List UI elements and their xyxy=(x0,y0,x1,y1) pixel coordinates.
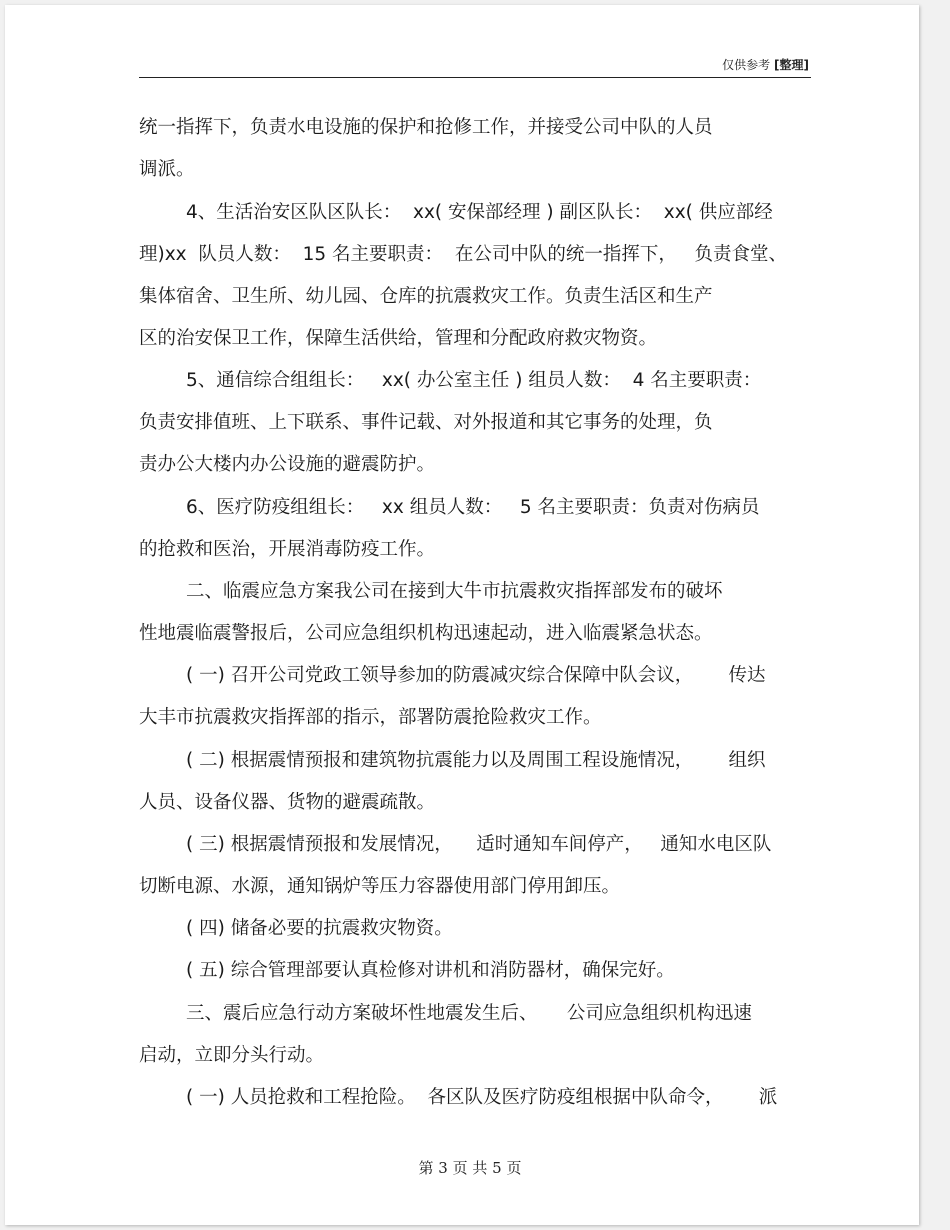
text-line: 调派。 xyxy=(139,159,195,180)
page-header xyxy=(139,56,809,73)
text-line: 的抢救和医治，开展消毒防疫工作。 xyxy=(139,539,436,560)
text-line: 5、通信综合组组长： xx( 办公室主任 ) 组员人数： 4 名主要职责： xyxy=(186,370,762,391)
page-footer: 第 3 页 共 5 页 xyxy=(418,1159,522,1177)
text-line: 统一指挥下，负责水电设施的保护和抢修工作，并接受公司中队的人员 xyxy=(139,117,713,138)
text-line: ( 三) 根据震情预报和发展情况， 适时通知车间停产， 通知水电区队 xyxy=(186,834,772,855)
header-label: 仅供参考 xyxy=(722,58,771,72)
text-line: 4、生活治安区队区队长： xx( 安保部经理 ) 副区队长： xx( 供应部经 xyxy=(186,202,773,223)
text-line: 责办公大楼内办公设施的避震防护。 xyxy=(139,454,436,475)
text-line: 启动，立即分头行动。 xyxy=(139,1045,325,1066)
text-line: ( 四) 储备必要的抗震救灾物资。 xyxy=(186,918,453,939)
text-line: ( 一) 人员抢救和工程抢险。 各区队及医疗防疫组根据中队命令， 派 xyxy=(186,1087,778,1108)
header-divider xyxy=(139,77,811,78)
text-line: 三、震后应急行动方案破坏性地震发生后、 公司应急组织机构迅速 xyxy=(186,1003,752,1024)
text-line: 大丰市抗震救灾指挥部的指示，部署防震抢险救灾工作。 xyxy=(139,707,602,728)
text-line: 负责安排值班、上下联系、事件记载、对外报道和其它事务的处理，负 xyxy=(139,412,713,433)
text-line: 集体宿舍、卫生所、幼儿园、仓库的抗震救灾工作。负责生活区和生产 xyxy=(139,286,713,307)
text-line: 切断电源、水源，通知锅炉等压力容器使用部门停用卸压。 xyxy=(139,876,621,897)
text-line: ( 二) 根据震情预报和建筑物抗震能力以及周围工程设施情况， 组织 xyxy=(186,750,766,771)
text-line: 区的治安保卫工作，保障生活供给，管理和分配政府救灾物资。 xyxy=(139,328,658,349)
text-line: 6、医疗防疫组组长： xx 组员人数： 5 名主要职责：负责对伤病员 xyxy=(186,497,760,518)
text-line: 人员、设备仪器、货物的避震疏散。 xyxy=(139,792,436,813)
text-line: 理)xx 队员人数： 15 名主要职责： 在公司中队的统一指挥下， 负责食堂、 xyxy=(139,244,787,265)
text-line: 二、临震应急方案我公司在接到大牛市抗震救灾指挥部发布的破坏 xyxy=(186,581,723,602)
text-line: ( 五) 综合管理部要认真检修对讲机和消防器材，确保完好。 xyxy=(186,960,675,981)
document-page xyxy=(5,5,919,1225)
header-tag: [整理] xyxy=(774,58,809,72)
text-line: 性地震临震警报后，公司应急组织机构迅速起动，进入临震紧急状态。 xyxy=(139,623,713,644)
text-line: ( 一) 召开公司党政工领导参加的防震减灾综合保障中队会议， 传达 xyxy=(186,665,766,686)
